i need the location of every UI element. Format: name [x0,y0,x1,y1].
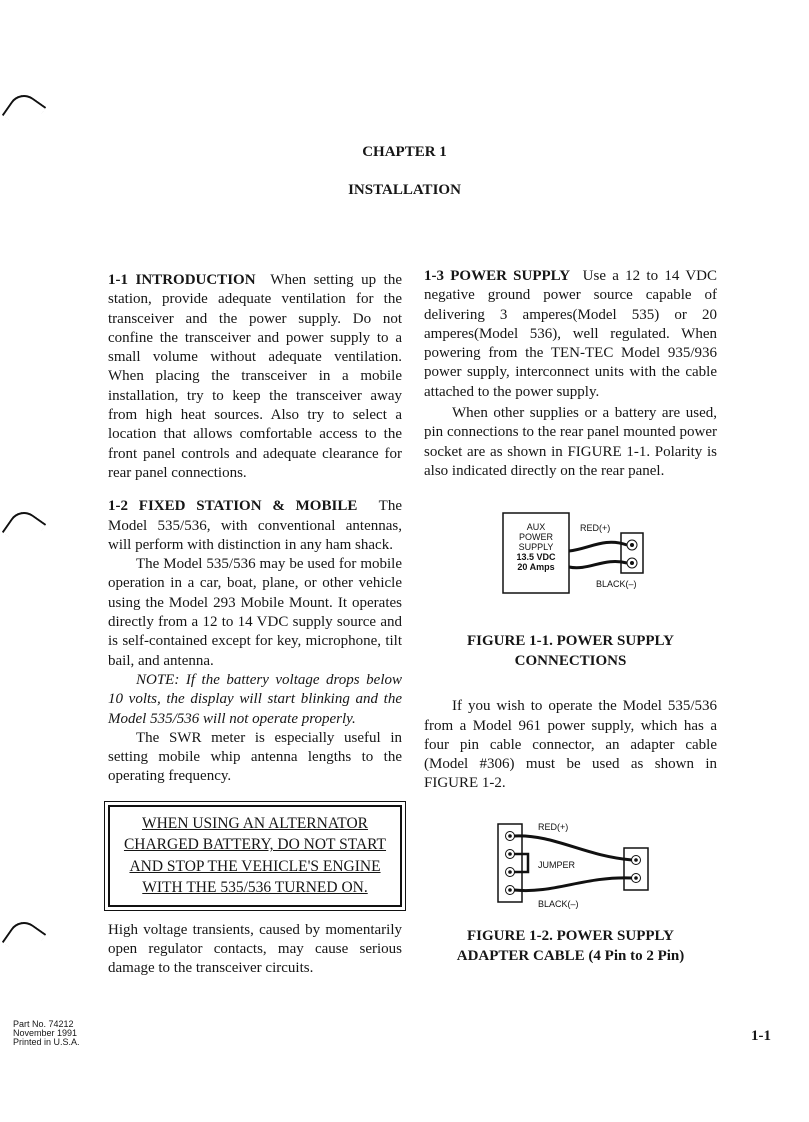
pin-icon [508,870,512,874]
chapter-title: INSTALLATION [348,182,461,198]
pin-icon [508,852,512,856]
swr-text: The SWR meter is especially useful in setting mobile whip antenna lengths to the operating frequency. [108,729,402,785]
left-column [108,271,402,979]
warning-line: CHARGED BATTERY, DO NOT START [123,836,387,854]
caption-line: FIGURE 1-1. POWER SUPPLY [467,633,674,650]
punch-hole-mark-bottom [2,916,47,961]
print-date: November 1991 [13,1028,78,1038]
model961-text: If you wish to operate the Model 535/536 from a Model 961 power supply, which has a four pin cable connector, an adapter cable (Model #306) must be used as shown in FIGURE 1-2. [424,698,717,792]
mobile-text: The Model 535/536 may be used for mobile operation in a car, boat, plane, or other vehicle using the Model 293 Mobile Mount. It operates directly from a 12 to 14 VDC supply source and is self-contained except for key, microphone, tilt bail, and antenna. [108,556,402,669]
pin-icon [508,888,512,892]
power-text: Use a 12 to 14 VDC negative ground power source capable of delivering 3 amperes(Model 535) or 20 amperes(Model 536), well regulated. When powering from the TEN-TEC Model 935/936 power supply, interconnect units with the cable attached to the power supply. [424,268,717,400]
intro-section [108,271,402,483]
punch-hole-mark-middle [2,506,47,551]
fixed-text: The Model 535/536, with conventional antennas, will perform with distinction in any ham shack. [108,498,402,553]
figure-1-2-diagram [424,810,717,910]
fixed-section [108,497,402,555]
power-heading: 1-3 POWER SUPPLY [424,268,571,284]
warning-box [108,805,402,907]
fixed-heading: 1-2 FIXED STATION & MOBILE [108,498,358,515]
two-pin-connector [624,848,648,890]
red-label: RED(+) [538,821,569,832]
intro-text: When setting up the station, provide adequate ventilation for the transceiver and the power supply. Do not confine the transceiver and power supply to a small volume without adequate ventilation. When placing the transceiver in a mobile installation, try to keep the transceiver away from high heat sources. Also try to select a location that allows comfortable access to the front panel controls and adequate clearance for rear panel connections. [108,272,402,481]
pin-icon [508,834,512,838]
black-wire [514,878,632,891]
socket-pin-icon [630,561,634,565]
power-section [424,267,717,402]
printed-in: Printed in U.S.A. [13,1037,80,1047]
warning-line: WHEN USING AN ALTERNATOR [141,814,369,832]
battery-note: NOTE: If the battery voltage drops below 10 volts, the display will start blinking and the Model 535/536 will not operate properly. [108,671,402,727]
box-line-amps: 20 Amps [517,562,555,573]
jumper-label: JUMPER [538,859,576,870]
socket-box [621,533,643,573]
red-wire [514,836,632,860]
box-line-aux: AUX [526,522,546,533]
black-wire [569,562,627,568]
black-label: BLACK(–) [538,898,579,909]
right-column [424,267,717,966]
caption-line: ADAPTER CABLE (4 Pin to 2 Pin) [456,947,685,964]
intro-heading: 1-1 INTRODUCTION [108,272,256,288]
caption-line: FIGURE 1-2. POWER SUPPLY [467,927,674,944]
socket-pin-icon [630,543,634,547]
part-number: Part No. 74212 [13,1019,74,1029]
pin-icon [634,858,638,862]
warning-line: WITH THE 535/536 TURNED ON. [142,879,368,897]
chapter-heading: CHAPTER 1 [362,144,447,160]
red-label: RED(+) [580,523,611,534]
punch-hole-mark-top [2,89,47,134]
warning-line: AND STOP THE VEHICLE'S ENGINE [129,857,381,875]
pin-icon [634,876,638,880]
page-number: 1-1 [751,1028,771,1044]
black-label: BLACK(–) [596,579,637,590]
box-line-power: POWER [518,532,554,543]
box-line-voltage: 13.5 VDC [516,552,556,563]
figure-1-1-caption [424,631,717,671]
transients-text: High voltage transients, caused by momentarily open regulator contacts, may cause serious damage to the transceiver circuits. [108,921,402,977]
red-wire [569,543,627,552]
figure-1-2-caption [424,926,717,966]
jumper-wire [514,854,528,872]
other-supplies-text: When other supplies or a battery are used, pin connections to the rear panel mounted power socket are as shown in FIGURE 1-1. Polarity is also indicated directly on the rear panel. [424,405,717,479]
footer [13,1020,80,1047]
box-line-supply: SUPPLY [518,542,554,553]
figure-1-1-diagram [424,503,717,613]
caption-line: CONNECTIONS [514,653,627,670]
